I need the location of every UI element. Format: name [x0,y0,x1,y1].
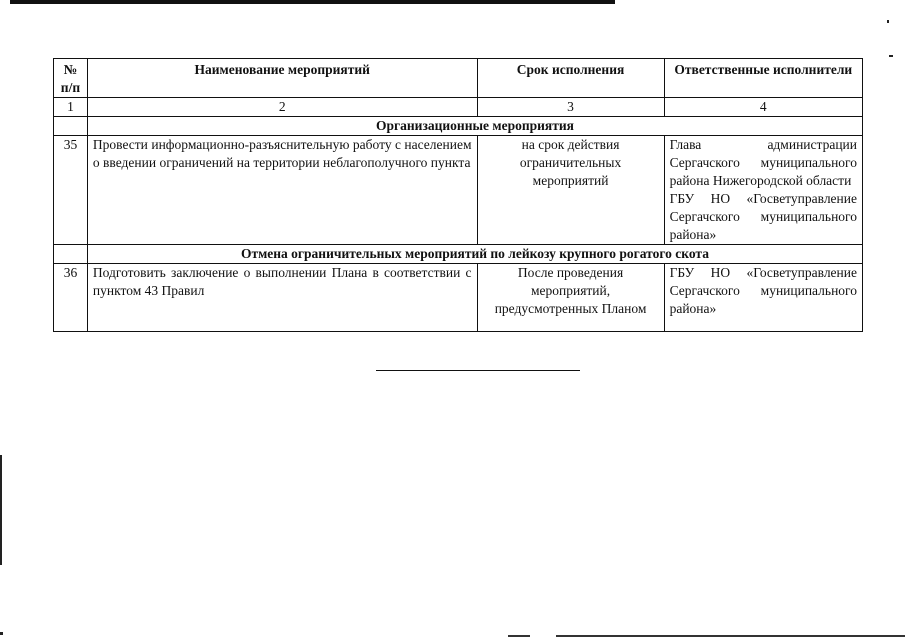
scan-speck [889,55,893,57]
scan-speck [0,632,3,635]
row-term: на срок действия ограничительных мероприятий [477,136,664,245]
row-responsible [664,264,862,332]
table-row [54,136,863,245]
header-name: Наименование мероприятий [87,59,477,98]
section-title: Организационные мероприятия [87,117,862,136]
row-responsible [664,136,862,245]
table-row [54,264,863,332]
responsible-line: Глава администрации Сергачского муниципального района Нижегородской области [669,137,857,188]
plan-table [53,58,863,332]
closing-rule [376,370,580,371]
scan-border-top [10,0,615,4]
scan-border-bottom [508,635,530,637]
header-responsible: Ответственные исполнители [664,59,862,98]
responsible-line: ГБУ НО «Госветуправление Сергачского муниципального района» [669,191,857,242]
scan-border-bottom [556,635,905,637]
scan-speck [887,20,889,23]
row-action: Провести информационно-разъяснительную работу с населением о введении ограничений на территории неблагополучного пункта [87,136,477,245]
header-row [54,59,863,98]
header-num: № п/п [54,59,88,98]
row-number: 36 [54,264,88,332]
section-title: Отмена ограничительных мероприятий по лейкозу крупного рогатого скота [87,245,862,264]
column-number: 1 [54,98,88,117]
row-number: 35 [54,136,88,245]
section-row [54,245,863,264]
row-action: Подготовить заключение о выполнении Плана в соответствии с пунктом 43 Правил [87,264,477,332]
section-row [54,117,863,136]
column-number: 4 [664,98,862,117]
row-term: После проведения мероприятий, предусмотренных Планом [477,264,664,332]
scan-edge-mark [0,455,2,565]
responsible-line: ГБУ НО «Госветуправление Сергачского муниципального района» [669,265,857,316]
section-spacer [54,245,88,264]
column-number-row [54,98,863,117]
column-number: 3 [477,98,664,117]
section-spacer [54,117,88,136]
column-number: 2 [87,98,477,117]
header-term: Срок исполнения [477,59,664,98]
